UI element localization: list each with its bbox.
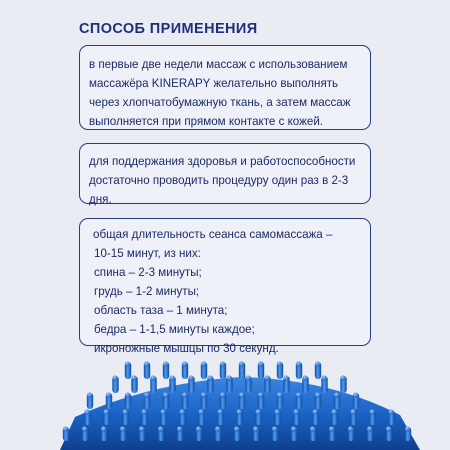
page-title: СПОСОБ ПРИМЕНЕНИЯ — [79, 21, 258, 37]
massager-spike-tip — [239, 361, 244, 366]
massager-spike-tip — [313, 409, 318, 414]
massager-spike-tip — [265, 375, 270, 380]
massager-spike-tip — [82, 426, 87, 431]
massager-spike-tip — [367, 426, 372, 431]
duration-line: грудь – 1-2 минуты; — [94, 285, 200, 298]
massager-spike-tip — [177, 426, 182, 431]
massager-spike-tip — [196, 426, 201, 431]
massager-spike-tip — [182, 361, 187, 366]
spiky-massager-image — [0, 355, 450, 450]
massager-spike-tip — [220, 361, 225, 366]
massager-spike-tip — [258, 392, 263, 397]
massager-spike-tip — [272, 426, 277, 431]
massager-spike-tip — [227, 375, 232, 380]
massager-spike-tip — [125, 392, 130, 397]
duration-line: спина – 2-3 минуты; — [94, 266, 202, 279]
massager-spike-tip — [256, 409, 261, 414]
info-card-text: в первые две недели массаж с использованием массажёра KINERAPY желательно выполнять через хлопчатобумажную ткань, а затем массаж выполняется при прямом контакте с кожей. — [89, 58, 351, 128]
massager-spike-tip — [303, 375, 308, 380]
massager-spike-tip — [201, 361, 206, 366]
massager-spike-tip — [139, 426, 144, 431]
massager-spike-tip — [218, 409, 223, 414]
massager-spike-tip — [199, 409, 204, 414]
massager-spike-tip — [310, 426, 315, 431]
massager-spike-tip — [348, 426, 353, 431]
massager-spike-tip — [189, 375, 194, 380]
massager-spike-tip — [389, 409, 394, 414]
massager-spike-tip — [151, 375, 156, 380]
massager-spike-tip — [220, 392, 225, 397]
massager-spike-tip — [215, 426, 220, 431]
info-card-text: для поддержания здоровья и работоспособности достаточно проводить процедуру один раз в 2-3 дня. — [89, 155, 356, 206]
massager-spike-tip — [87, 392, 92, 397]
massager-spike-tip — [315, 392, 320, 397]
massager-spike-tip — [296, 361, 301, 366]
massager-spike-tip — [234, 426, 239, 431]
massager-spike-tip — [405, 426, 410, 431]
massager-spike-tip — [237, 409, 242, 414]
massager-spike-tip — [180, 409, 185, 414]
massager-spike-tip — [144, 361, 149, 366]
massager-spike-tip — [201, 392, 206, 397]
massager-spike-tip — [170, 375, 175, 380]
massager-spike-tip — [125, 361, 130, 366]
massager-spike-tip — [329, 426, 334, 431]
massager-spike-tip — [144, 392, 149, 397]
duration-line: область таза – 1 минута; — [94, 304, 228, 317]
massager-spike-tip — [370, 409, 375, 414]
massager-spike-tip — [351, 409, 356, 414]
massager-spike-tip — [208, 375, 213, 380]
duration-line: бедра – 1-1,5 минуты каждое; — [94, 323, 255, 336]
massager-spike-tip — [163, 361, 168, 366]
massager-spike-tip — [334, 392, 339, 397]
massager-spike-tip — [277, 392, 282, 397]
massager-spike-tip — [258, 361, 263, 366]
massager-spike-tip — [142, 409, 147, 414]
massager-spike-tip — [239, 392, 244, 397]
massager-spike-tip — [161, 409, 166, 414]
massager-spike-tip — [182, 392, 187, 397]
massager-spike-tip — [291, 426, 296, 431]
duration-line: 10-15 минут, из них: — [94, 247, 201, 260]
massager-spike-tip — [322, 375, 327, 380]
massager-spike-tip — [332, 409, 337, 414]
massager-spike-tip — [341, 375, 346, 380]
massager-spike-tip — [132, 375, 137, 380]
massager-spike-tip — [120, 426, 125, 431]
massager-spike-tip — [63, 426, 68, 431]
massager-spike-tip — [284, 375, 289, 380]
massager-spike-tip — [253, 426, 258, 431]
massager-spike-tip — [315, 361, 320, 366]
massager-spike-tip — [158, 426, 163, 431]
massager-spike-tip — [353, 392, 358, 397]
massager-spike-tip — [294, 409, 299, 414]
massager-spike-tip — [277, 361, 282, 366]
massager-spike-tip — [123, 409, 128, 414]
massager-spike-tip — [275, 409, 280, 414]
massager-spike-tip — [113, 375, 118, 380]
duration-line: икроножные мышцы по 30 секунд. — [94, 342, 279, 355]
info-card-first-weeks — [79, 45, 371, 130]
massager-spike-tip — [296, 392, 301, 397]
massager-spike-tip — [386, 426, 391, 431]
info-card-duration — [79, 218, 371, 355]
massager-spike-tip — [85, 409, 90, 414]
massager-spike-tip — [246, 375, 251, 380]
massager-spike-tip — [163, 392, 168, 397]
massager-spike-tip — [101, 426, 106, 431]
massager-spike-tip — [104, 409, 109, 414]
massager-spike-tip — [106, 392, 111, 397]
info-card-frequency — [79, 143, 371, 204]
duration-line: общая длительность сеанса самомассажа – — [93, 228, 333, 241]
